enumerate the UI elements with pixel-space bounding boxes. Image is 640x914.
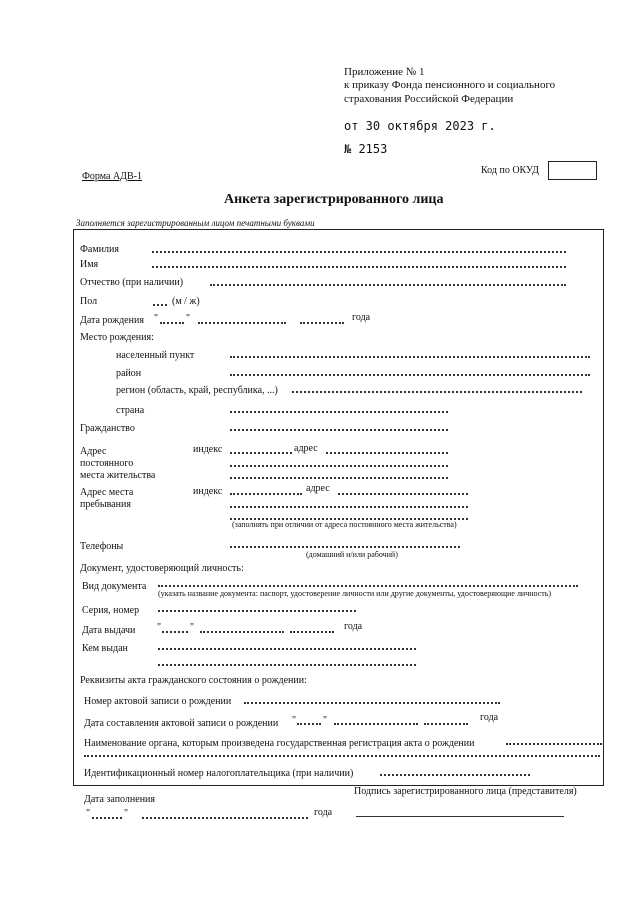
stay-address-note: (заполнять при отличии от адреса постоянного места жительства): [232, 520, 457, 529]
order-line-2: страхования Российской Федерации: [344, 93, 514, 105]
surname-field[interactable]: [152, 251, 566, 253]
locality-field[interactable]: [230, 356, 590, 358]
fill-date-label: Дата заполнения: [84, 794, 155, 805]
act-number-field[interactable]: [244, 702, 500, 704]
phones-label: Телефоны: [80, 541, 124, 552]
doc-type-label: Вид документа: [82, 581, 147, 592]
fill-day-field[interactable]: [92, 817, 122, 819]
issued-by-field-2[interactable]: [158, 664, 416, 666]
issue-quote-close: ": [190, 622, 195, 633]
series-number-label: Серия, номер: [82, 605, 140, 616]
signature-label: Подпись зарегистрированного лица (представителя): [354, 786, 577, 797]
act-year-field[interactable]: [424, 723, 468, 725]
birth-quote-close: ": [186, 313, 191, 324]
perm-index-field[interactable]: [230, 452, 292, 454]
signature-line[interactable]: [356, 816, 564, 817]
fill-quote-close: ": [124, 808, 129, 819]
issued-by-label: Кем выдан: [82, 643, 128, 654]
stay-address-field-2[interactable]: [230, 506, 468, 508]
okud-box: [548, 161, 597, 180]
perm-index-label: индекс: [193, 444, 223, 455]
fill-month-year-field[interactable]: [142, 817, 308, 819]
inn-label: Идентификационный номер налогоплательщика (при наличии): [84, 768, 354, 779]
birth-quote-open: ": [154, 313, 159, 324]
civil-act-heading: Реквизиты акта гражданского состояния о рождении:: [80, 675, 307, 686]
stay-index-field[interactable]: [230, 493, 302, 495]
appendix-label: Приложение № 1: [344, 66, 425, 78]
locality-label: населенный пункт: [116, 350, 195, 361]
surname-label: Фамилия: [80, 244, 119, 255]
act-number-label: Номер актовой записи о рождении: [84, 696, 232, 707]
phones-note: (домашний и/или рабочий): [306, 550, 398, 559]
act-quote-open: ": [292, 715, 297, 726]
patronymic-field[interactable]: [210, 284, 566, 286]
act-month-field[interactable]: [334, 723, 418, 725]
series-number-field[interactable]: [158, 610, 356, 612]
act-date-label: Дата составления актовой записи о рождении: [84, 718, 279, 729]
birth-year-word: года: [352, 312, 371, 323]
id-doc-heading: Документ, удостоверяющий личность:: [80, 563, 244, 574]
act-day-field[interactable]: [297, 723, 321, 725]
order-line-1: к приказу Фонда пенсионного и социального: [344, 79, 556, 91]
perm-address-label-3: места жительства: [80, 470, 156, 481]
stay-address-field-1[interactable]: [338, 493, 468, 495]
stay-address-label-2: пребывания: [80, 499, 131, 510]
citizenship-field[interactable]: [230, 429, 448, 431]
district-label: район: [116, 368, 142, 379]
issue-date-label: Дата выдачи: [82, 625, 136, 636]
issue-day-field[interactable]: [162, 631, 188, 633]
fill-year-word: года: [314, 807, 333, 818]
inn-field[interactable]: [380, 774, 530, 776]
sex-field[interactable]: [153, 304, 167, 306]
name-label: Имя: [80, 259, 99, 270]
patronymic-label: Отчество (при наличии): [80, 277, 184, 288]
name-field[interactable]: [152, 266, 566, 268]
country-field[interactable]: [230, 411, 448, 413]
authority-label: Наименование органа, которым произведена государственная регистрация акта о рождении: [84, 738, 475, 749]
page-title: Анкета зарегистрированного лица: [224, 192, 444, 207]
perm-address-label-1: Адрес: [80, 446, 107, 457]
okud-label: Код по ОКУД: [481, 165, 539, 176]
act-quote-close: ": [323, 715, 328, 726]
region-field[interactable]: [292, 391, 582, 393]
order-date: от 30 октября 2023 г.: [344, 119, 496, 133]
authority-field-2[interactable]: [84, 755, 600, 757]
issue-year-word: года: [344, 621, 363, 632]
sex-label: Пол: [80, 296, 98, 307]
stay-address-word: адрес: [306, 483, 330, 494]
order-number: № 2153: [344, 142, 388, 156]
country-label: страна: [116, 405, 145, 416]
stay-address-label-1: Адрес места: [80, 487, 134, 498]
perm-address-word: адрес: [294, 443, 318, 454]
issue-month-field[interactable]: [200, 631, 284, 633]
form-code: Форма АДВ-1: [82, 171, 142, 182]
perm-address-label-2: постоянного: [80, 458, 134, 469]
region-label: регион (область, край, республика, ...): [116, 385, 278, 396]
birth-day-field[interactable]: [160, 322, 184, 324]
birth-year-field[interactable]: [300, 322, 344, 324]
stay-index-label: индекс: [193, 486, 223, 497]
issued-by-field-1[interactable]: [158, 648, 416, 650]
authority-field-1[interactable]: [506, 743, 602, 745]
district-field[interactable]: [230, 374, 590, 376]
perm-address-field-3[interactable]: [230, 477, 448, 479]
fill-quote-open: ": [86, 808, 91, 819]
issue-quote-open: ": [157, 622, 162, 633]
sex-options: (м / ж): [172, 296, 200, 307]
citizenship-label: Гражданство: [80, 423, 135, 434]
perm-address-field-1[interactable]: [326, 452, 448, 454]
form-subtitle: Заполняется зарегистрированным лицом печатными буквами: [76, 218, 315, 228]
doc-type-field[interactable]: [158, 585, 578, 587]
birth-place-label: Место рождения:: [80, 332, 154, 343]
phones-field[interactable]: [230, 546, 460, 548]
birth-month-field[interactable]: [198, 322, 286, 324]
perm-address-field-2[interactable]: [230, 465, 448, 467]
act-year-word: года: [480, 712, 499, 723]
issue-year-field[interactable]: [290, 631, 334, 633]
birth-date-label: Дата рождения: [80, 315, 144, 326]
doc-type-note: (указать название документа: паспорт, удостоверение личности или другие документы, удостоверяющие личность): [158, 589, 552, 598]
